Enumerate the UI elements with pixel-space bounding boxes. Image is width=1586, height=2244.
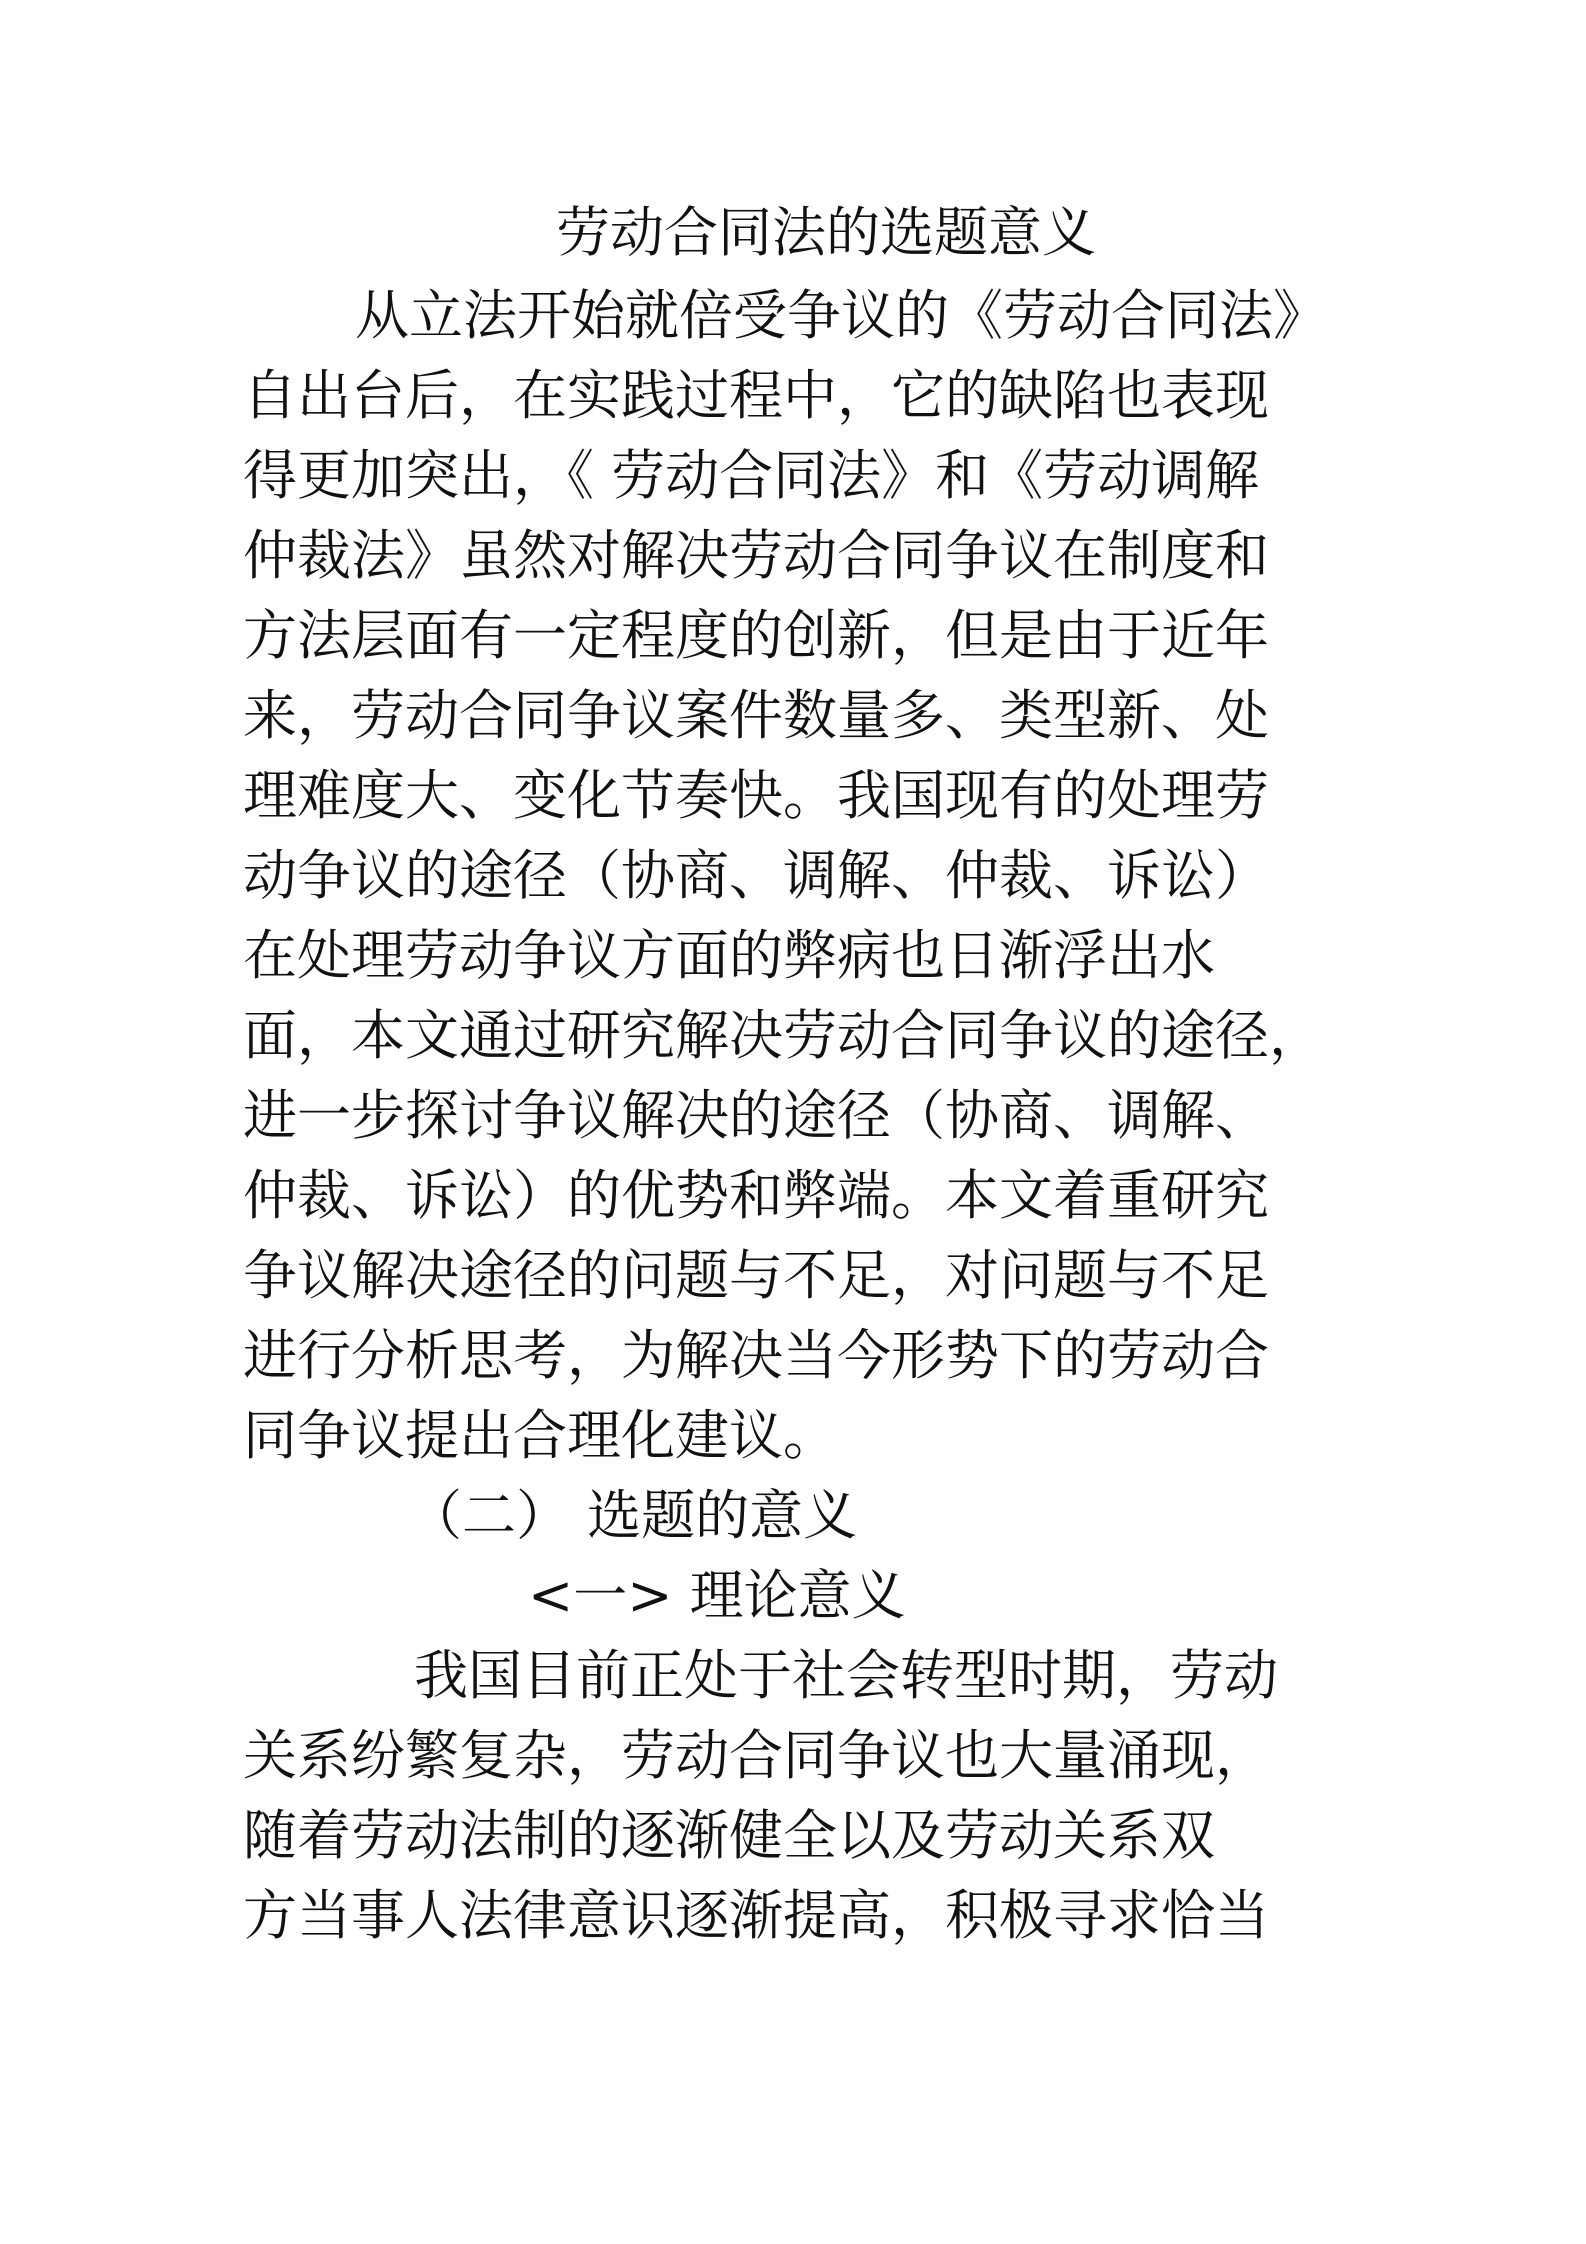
paragraph-1-line-8: 动争议的途径（协商、调解、仲裁、诉讼） [243, 844, 1269, 907]
paragraph-1-line-1: 从立法开始就倍受争议的《劳动合同法》 [355, 284, 1327, 347]
paragraph-1-line-12: 仲裁、诉讼）的优势和弊端。本文着重研究 [243, 1164, 1269, 1227]
subsection-heading: <一> 理论意义 [528, 1564, 906, 1627]
paragraph-1-line-11: 进一步探讨争议解决的途径（协商、调解、 [243, 1084, 1269, 1147]
paragraph-1-line-3: 得更加突出，《 劳动合同法》和《劳动调解 [243, 444, 1260, 507]
paragraph-1-line-14: 进行分析思考，为解决当今形势下的劳动合 [243, 1324, 1269, 1387]
paragraph-2-line-4: 方当事人法律意识逐渐提高，积极寻求恰当 [243, 1884, 1269, 1947]
paragraph-1-line-15: 同争议提出合理化建议。 [243, 1404, 837, 1467]
section-heading: （二） 选题的意义 [408, 1484, 858, 1547]
paragraph-2-line-1: 我国目前正处于社会转型时期，劳动 [414, 1644, 1278, 1707]
paragraph-1-line-7: 理难度大、变化节奏快。我国现有的处理劳 [243, 764, 1269, 827]
document-title: 劳动合同法的选题意义 [556, 201, 1096, 264]
paragraph-1-line-13: 争议解决途径的问题与不足，对问题与不足 [243, 1244, 1269, 1307]
paragraph-2-line-2: 关系纷繁复杂，劳动合同争议也大量涌现， [243, 1724, 1269, 1787]
paragraph-1-line-6: 来，劳动合同争议案件数量多、类型新、处 [243, 684, 1269, 747]
paragraph-1-line-4: 仲裁法》虽然对解决劳动合同争议在制度和 [243, 524, 1269, 587]
paragraph-1-line-2: 自出台后，在实践过程中，它的缺陷也表现 [243, 364, 1269, 427]
paragraph-1-line-9: 在处理劳动争议方面的弊病也日渐浮出水 [243, 924, 1215, 987]
paragraph-2-line-3: 随着劳动法制的逐渐健全以及劳动关系双 [243, 1804, 1215, 1867]
paragraph-1-line-5: 方法层面有一定程度的创新，但是由于近年 [243, 604, 1269, 667]
paragraph-1-line-10: 面，本文通过研究解决劳动合同争议的途径， [243, 1004, 1323, 1067]
